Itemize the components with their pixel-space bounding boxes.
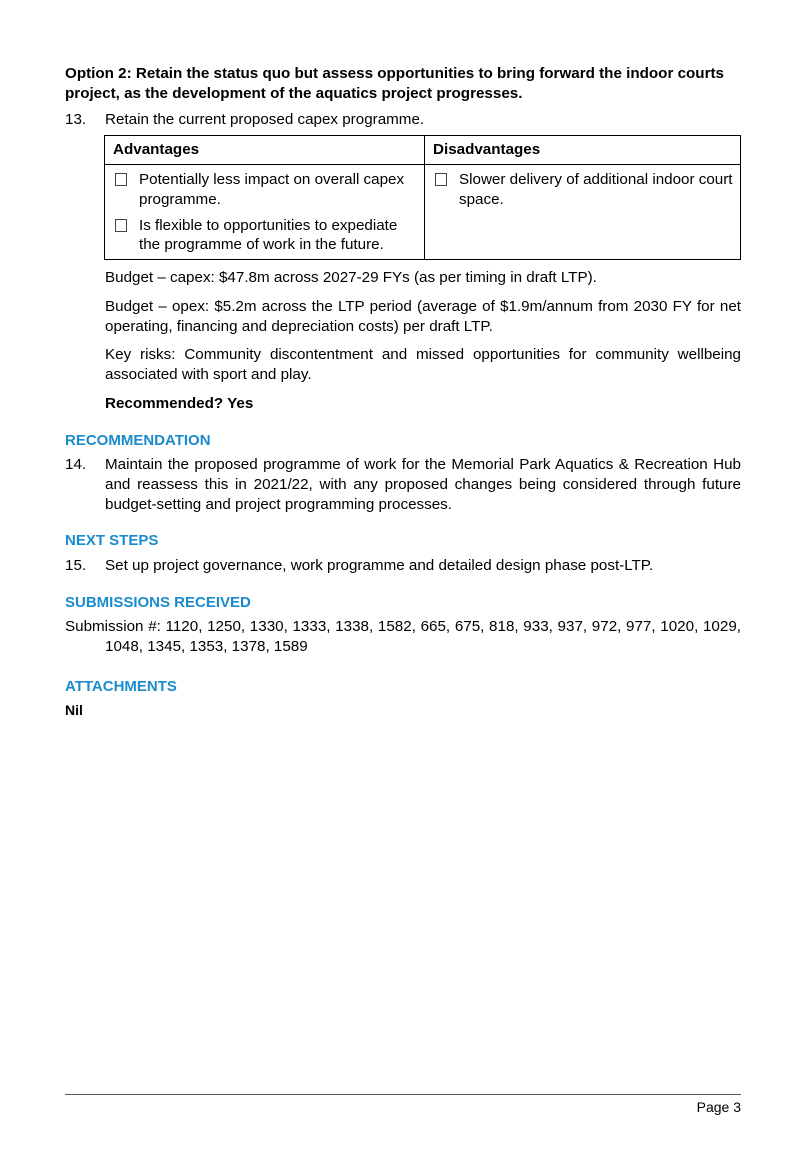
submissions-heading: SUBMISSIONS RECEIVED — [65, 593, 251, 611]
item-15 — [65, 556, 741, 576]
advantages-header: Advantages — [105, 136, 425, 165]
document-page — [65, 64, 741, 719]
item-text: Set up project governance, work programme and detailed design phase post-LTP. — [105, 556, 654, 574]
attachments-value: Nil — [65, 702, 83, 718]
item-number: 14. — [65, 456, 87, 473]
advantage-item — [113, 170, 418, 210]
next-steps-heading: NEXT STEPS — [65, 532, 159, 550]
item-14 — [65, 455, 741, 514]
recommendation-heading: RECOMMENDATION — [65, 431, 211, 449]
budget-capex: Budget – capex: $47.8m across 2027-29 FYs (as per timing in draft LTP). — [105, 269, 597, 286]
key-risks: Key risks: Community discontentment and missed opportunities for community wellbeing associated with sport and play. — [105, 346, 741, 383]
item-text: Maintain the proposed programme of work for the Memorial Park Aquatics & Recreation Hub and reassess this in 2021/22, with any proposed changes being considered through future budget-setting and project programming processes. — [105, 456, 741, 513]
submissions-list: Submission #: 1120, 1250, 1330, 1333, 1338, 1582, 665, 675, 818, 933, 937, 972, 977, 1020, 1029, 1048, 1345, 1353, 1378, 1589 — [65, 618, 741, 655]
disadvantage-item — [433, 170, 734, 210]
advantages-disadvantages-table — [104, 135, 741, 260]
item-number: 15. — [65, 556, 87, 574]
attachments-heading: ATTACHMENTS — [65, 677, 177, 695]
recommended-status: Recommended? Yes — [105, 394, 254, 412]
advantage-text: Potentially less impact on overall capex programme. — [139, 171, 405, 208]
bullet-box-icon — [115, 173, 127, 186]
disadvantages-cell — [425, 165, 741, 260]
bullet-box-icon — [435, 173, 447, 186]
footer-divider — [65, 1094, 741, 1095]
item-number: 13. — [65, 110, 87, 128]
budget-opex: Budget – opex: $5.2m across the LTP period (average of $1.9m/annum from 2030 FY for net operating, financing and depreciation costs) per draft LTP. — [105, 297, 741, 335]
advantage-text: Is flexible to opportunities to expediate the programme of work in the future. — [139, 216, 398, 254]
disadvantage-text: Slower delivery of additional indoor court space. — [459, 171, 733, 208]
page-number: Page 3 — [696, 1099, 741, 1115]
item-13 — [65, 110, 741, 130]
option-heading: Option 2: Retain the status quo but assess opportunities to bring forward the indoor courts project, as the development of the aquatics project progresses. — [65, 65, 724, 102]
disadvantages-header: Disadvantages — [425, 136, 741, 165]
advantage-item — [113, 216, 418, 256]
item-text: Retain the current proposed capex programme. — [105, 110, 425, 128]
bullet-box-icon — [115, 219, 127, 232]
advantages-cell — [105, 165, 425, 260]
